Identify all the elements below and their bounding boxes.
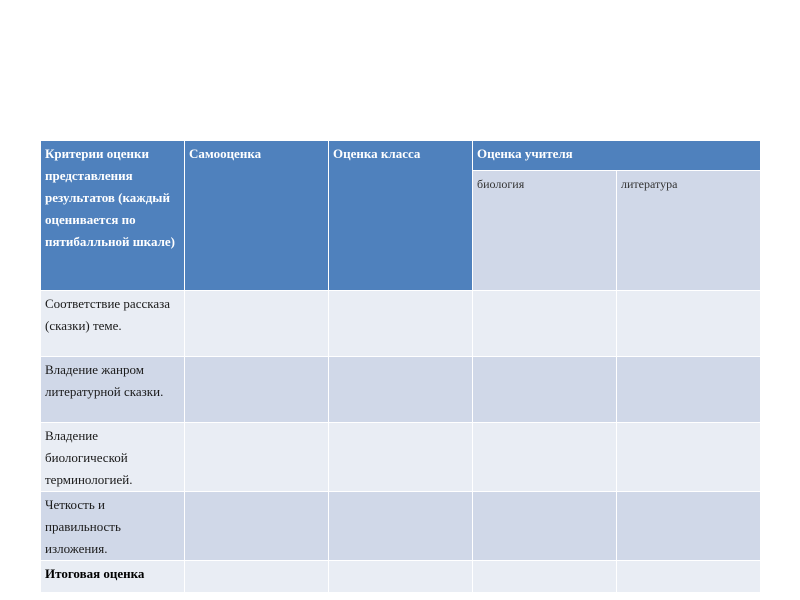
score-cell-self[interactable] [185,423,329,492]
subheader-literature: литература [617,171,761,291]
criterion-cell: Соответствие рассказа (сказки) теме. [41,291,185,357]
score-cell-self[interactable] [185,291,329,357]
header-class-assessment: Оценка класса [329,141,473,291]
total-row [41,561,761,593]
score-cell-class[interactable] [329,492,473,561]
score-cell-biology[interactable] [473,423,617,492]
criterion-cell: Владение жанром литературной сказки. [41,357,185,423]
score-cell-biology[interactable] [473,291,617,357]
score-cell-literature[interactable] [617,492,761,561]
criterion-cell: Владение биологической терминологией. [41,423,185,492]
header-teacher-assessment: Оценка учителя [473,141,761,171]
total-cell-biology[interactable] [473,561,617,593]
total-label: Итоговая оценка [41,561,185,593]
score-cell-self[interactable] [185,357,329,423]
score-cell-biology[interactable] [473,357,617,423]
criterion-cell: Четкость и правильность изложения. [41,492,185,561]
total-cell-literature[interactable] [617,561,761,593]
subheader-biology: биология [473,171,617,291]
score-cell-biology[interactable] [473,492,617,561]
total-cell-self[interactable] [185,561,329,593]
score-cell-literature[interactable] [617,357,761,423]
table-row [41,291,761,357]
score-cell-class[interactable] [329,357,473,423]
score-cell-self[interactable] [185,492,329,561]
header-row [41,141,761,171]
score-cell-class[interactable] [329,423,473,492]
evaluation-table [40,140,761,593]
score-cell-literature[interactable] [617,423,761,492]
score-cell-literature[interactable] [617,291,761,357]
table-row [41,423,761,492]
header-criteria: Критерии оценки представления результатов (каждый оценивается по пятибалльной шкале) [41,141,185,291]
table-row [41,357,761,423]
total-cell-class[interactable] [329,561,473,593]
score-cell-class[interactable] [329,291,473,357]
table-row [41,492,761,561]
header-self-assessment: Самооценка [185,141,329,291]
